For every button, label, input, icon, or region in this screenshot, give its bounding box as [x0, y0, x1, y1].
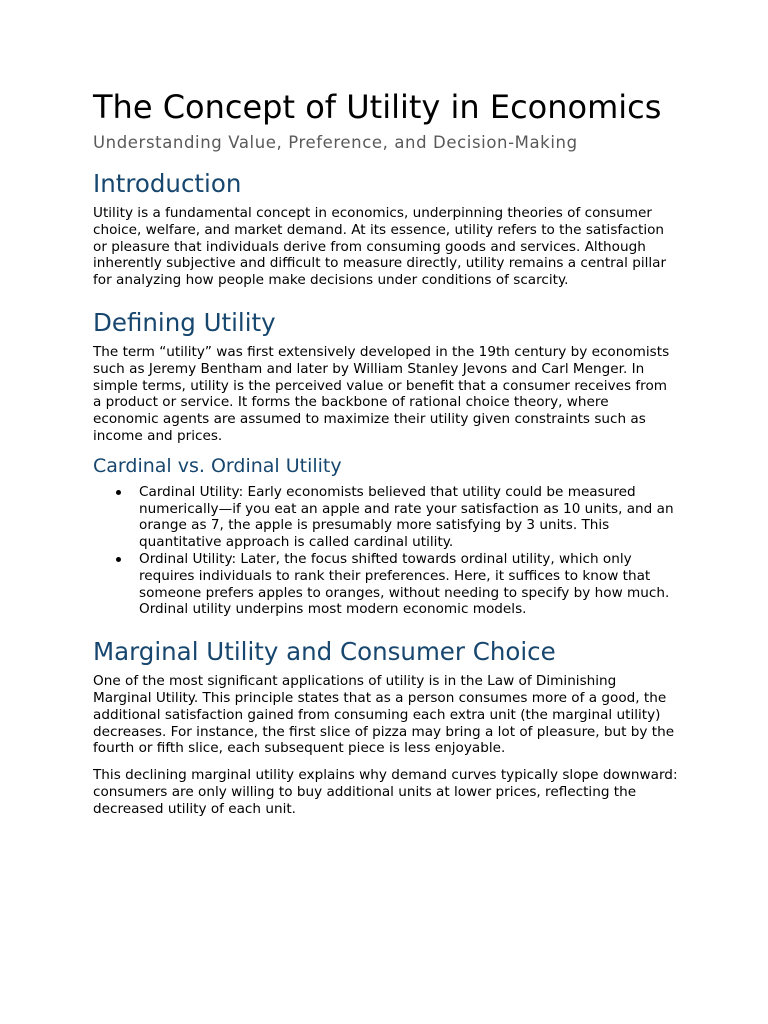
marginal-utility-paragraph: One of the most significant applications of utility is in the Law of Diminishing Marginal Utility. This principle states that as a person consumes more of a good, the additional satisfaction gained from consuming each extra unit (the marginal utility) decreases. For instance, the first slice of pizza may bring a lot of pleasure, but by the fourth or fifth slice, each subsequent piece is less enjoyable. — [93, 673, 675, 757]
list-item-text: Ordinal Utility: Later, the focus shifted towards ordinal utility, which only requires individuals to rank their preferences. Here, it suffices to know that someone prefers apples to oranges, without needing to specify by how much. Ordinal utility underpins most modern economic models. — [139, 550, 670, 618]
bullet-icon — [116, 557, 121, 562]
document-page — [93, 88, 678, 818]
utility-types-list — [93, 484, 678, 618]
list-item-cardinal-utility — [93, 484, 678, 551]
section-heading-marginal-utility: Marginal Utility and Consumer Choice — [93, 637, 556, 667]
list-item-text: Cardinal Utility: Early economists believed that utility could be measured numerically—if you eat an apple and rate your satisfaction as 10 units, and an orange as 7, the apple is presumably more satisfying by 3 units. This quantitative approach is called cardinal utility. — [139, 483, 674, 551]
introduction-paragraph: Utility is a fundamental concept in economics, underpinning theories of consumer choice, welfare, and market demand. At its essence, utility refers to the satisfaction or pleasure that individuals derive from consuming goods and services. Although inherently subjective and difficult to measure directly, utility remains a central pillar for analyzing how people make decisions under conditions of scarcity. — [93, 205, 667, 289]
list-item-ordinal-utility — [93, 551, 678, 618]
subsection-heading-cardinal-ordinal: Cardinal vs. Ordinal Utility — [93, 454, 342, 477]
document-title: The Concept of Utility in Economics — [93, 88, 662, 126]
section-heading-introduction: Introduction — [93, 169, 242, 198]
bullet-icon — [116, 490, 121, 495]
section-heading-defining-utility: Defining Utility — [93, 307, 276, 337]
document-subtitle: Understanding Value, Preference, and Decision-Making — [93, 133, 578, 152]
defining-utility-paragraph: The term “utility” was first extensively developed in the 19th century by economists such as Jeremy Bentham and later by William Stanley Jevons and Carl Menger. In simple terms, utility is the perceived value or benefit that a consumer receives from a product or service. It forms the backbone of rational choice theory, where economic agents are assumed to maximize their utility given constraints such as income and prices. — [93, 343, 670, 444]
demand-curve-paragraph: This declining marginal utility explains why demand curves typically slope downward: consumers are only willing to buy additional units at lower prices, reflecting the decreased utility of each unit. — [93, 767, 678, 817]
